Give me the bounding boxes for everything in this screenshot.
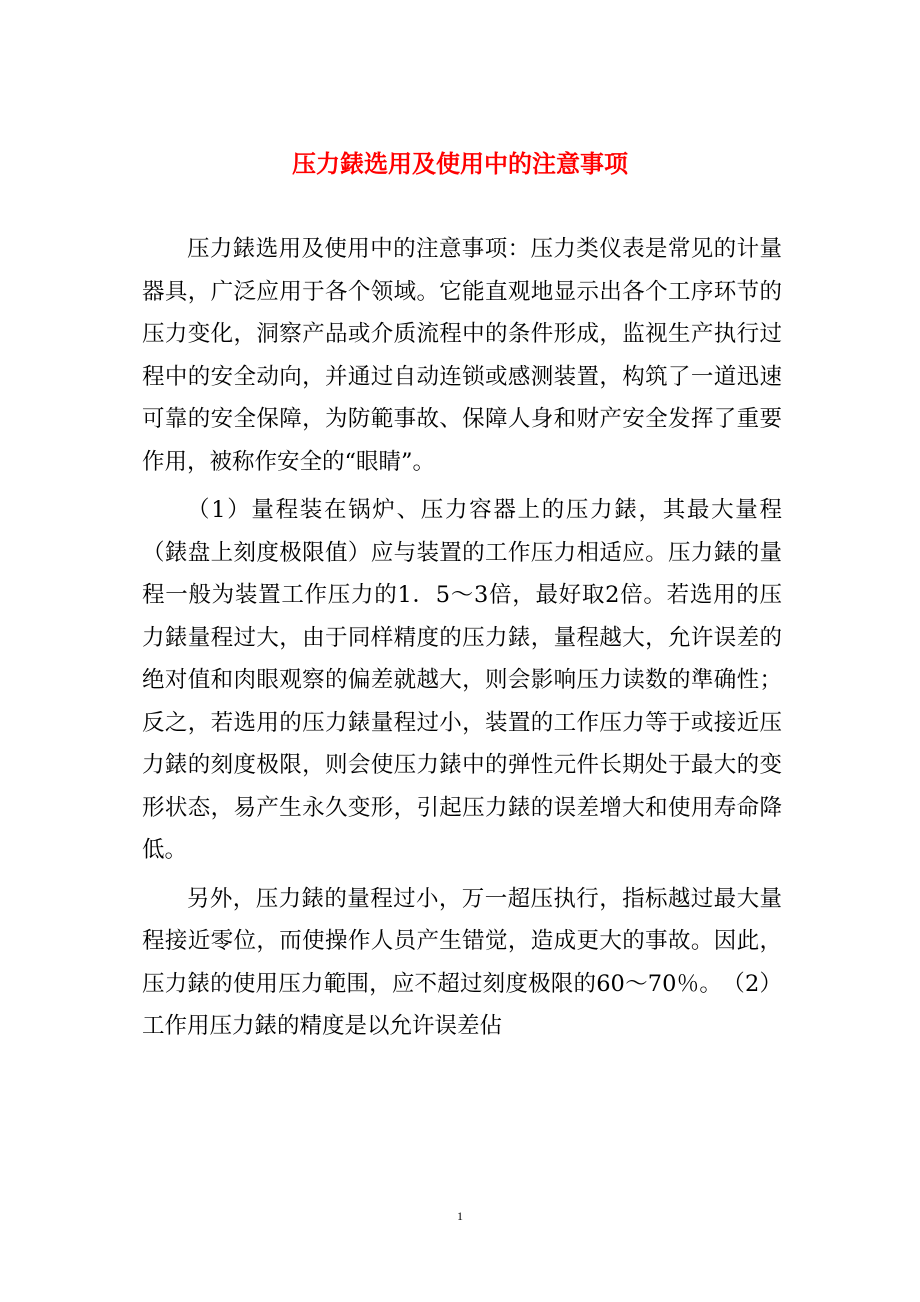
document-title: 压力錶选用及使用中的注意事项: [292, 149, 628, 178]
document-body: [142, 228, 782, 1054]
paragraph-intro: 压力錶选用及使用中的注意事项：压力类仪表是常见的计量器具，广泛应用于各个领域。它能直观地显示出各个工序环节的压力变化，洞察产品或介质流程中的条件形成，监视生产执行过程中的安全动向，并通过自动连锁或感测装置，构筑了一道迅速可靠的安全保障，为防範事故、保障人身和财产安全发挥了重要作用，被称作安全的“眼睛”。: [142, 236, 782, 475]
paragraph-range: （1）量程装在锅炉、压力容器上的压力錶，其最大量程（錶盘上刻度极限值）应与装置的工作压力相适应。压力錶的量程一般为装置工作压力的1．5～3倍，最好取2倍。若选用的压力錶量程过大，由于同样精度的压力錶，量程越大，允许误差的绝对值和肉眼观察的偏差就越大，则会影响压力读数的準确性；反之，若选用的压力錶量程过小，装置的工作压力等于或接近压力錶的刻度极限，则会使压力錶中的弹性元件长期处于最大的变形状态，易产生永久变形，引起压力錶的误差增大和使用寿命降低。: [142, 497, 782, 863]
paragraph-additional: 另外，压力錶的量程过小，万一超压执行，指标越过最大量程接近零位，而使操作人员产生错觉，造成更大的事故。因此，压力錶的使用压力範围，应不超过刻度极限的60～70％。 （2）工作用压力錶的精度是以允许误差佔: [142, 885, 782, 1039]
page-number: 1: [457, 1209, 463, 1223]
